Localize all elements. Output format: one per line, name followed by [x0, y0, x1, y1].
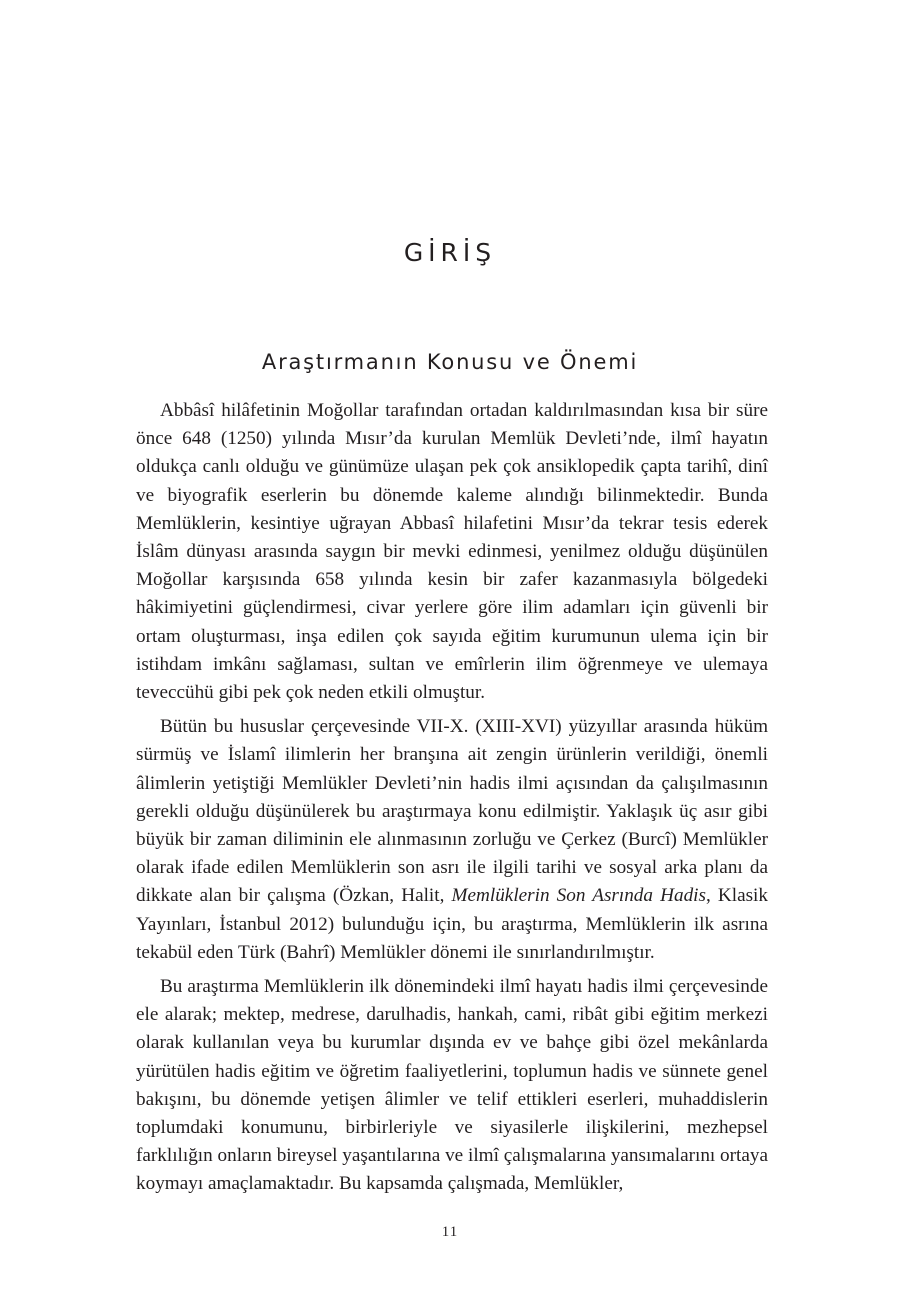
paragraph-1: Abbâsî hilâfetinin Moğollar tarafından ortadan kaldırılmasından kısa bir süre önce 648 (1250) yılında Mısır’da kurulan Memlük Devleti’nde, ilmî hayatın oldukça canlı olduğu ve günümüze ulaşan pek çok ansiklopedik çapta tarihî, dinî ve biyografik eserlerin bu dönemde kaleme alındığı bilinmektedir. Bunda Memlüklerin, kesintiye uğrayan Abbasî hilafetini Mısır’da tekrar tesis ederek İslâm dünyası arasında saygın bir mevki edinmesi, yenilmez olduğu düşünülen Moğollar karşısında 658 yılında kesin bir zafer kazanmasıyla bölgedeki hâkimiyetini güçlendirmesi, civar yerlere göre ilim adamları için güvenli bir ortam oluşturması, inşa edilen çok sayıda eğitim kurumunun ulema için bir istihdam imkânı sağlaması, sultan ve emîrlerin ilim öğrenmeye ve ulemaya teveccühü gibi pek çok neden etkili olmuştur.: [136, 400, 768, 704]
paragraph-2: [136, 713, 768, 967]
section-title: Araştırmanın Konusu ve Önemi: [261, 350, 639, 374]
paragraph-3: Bu araştırma Memlüklerin ilk dönemindeki ilmî hayatı hadis ilmi çerçevesinde ele alarak; mektep, medrese, darulhadis, hankah, cami, ribât gibi eğitim merkezi olarak kullanılan veya bu kurumlar dışında ev ve bahçe gibi özel mekânlarda yürütülen hadis eğitim ve öğretim faaliyetlerini, toplumun hadis ve sünnete genel bakışını, bu dönemde yetişen âlimler ve telif ettikleri eserleri, muhaddislerin toplumdaki konumunu, birbirleriyle ve siyasilerle ilişkilerini, mezhepsel farklılığın onların bireysel yaşantılarına ve ilmî çalışmalarına yansımalarını ortaya koymayı amaçlamaktadır. Bu kapsamda çalışmada, Memlükler,: [136, 976, 768, 1195]
page-number: 11: [441, 1224, 459, 1240]
body-text: [136, 397, 768, 1205]
chapter-title: GİRİŞ: [403, 238, 497, 267]
paragraph-2-text-before: Bütün bu hususlar çerçevesinde VII-X. (XIII-XVI) yüzyıllar arasında hüküm sürmüş ve İslamî ilimlerin her branşına ait zengin ürünlerin verildiği, önemli âlimlerin yetiştiği Memlükler Devleti’nin hadis ilmi açısından da çalışılmasının gerekli olduğu düşünülerek bu araştırmaya konu edilmiştir. Yaklaşık üç asır gibi büyük bir zaman diliminin ele alınmasının zorluğu ve Çerkez (Burcî) Memlükler olarak ifade edilen Memlüklerin son asrı ile ilgili tarihi ve sosyal arka planı da dikkate alan bir çalışma (Özkan, Halit,: [136, 716, 768, 907]
paragraph-2-text-after: , Klasik Yayınları, İstanbul 2012) bulunduğu için, bu araştırma, Memlüklerin ilk asrına tekabül eden Türk (Bahrî) Memlükler dönemi ile sınırlandırılmıştır.: [136, 885, 768, 963]
book-title-italic: Memlüklerin Son Asrında Hadis: [451, 885, 706, 907]
